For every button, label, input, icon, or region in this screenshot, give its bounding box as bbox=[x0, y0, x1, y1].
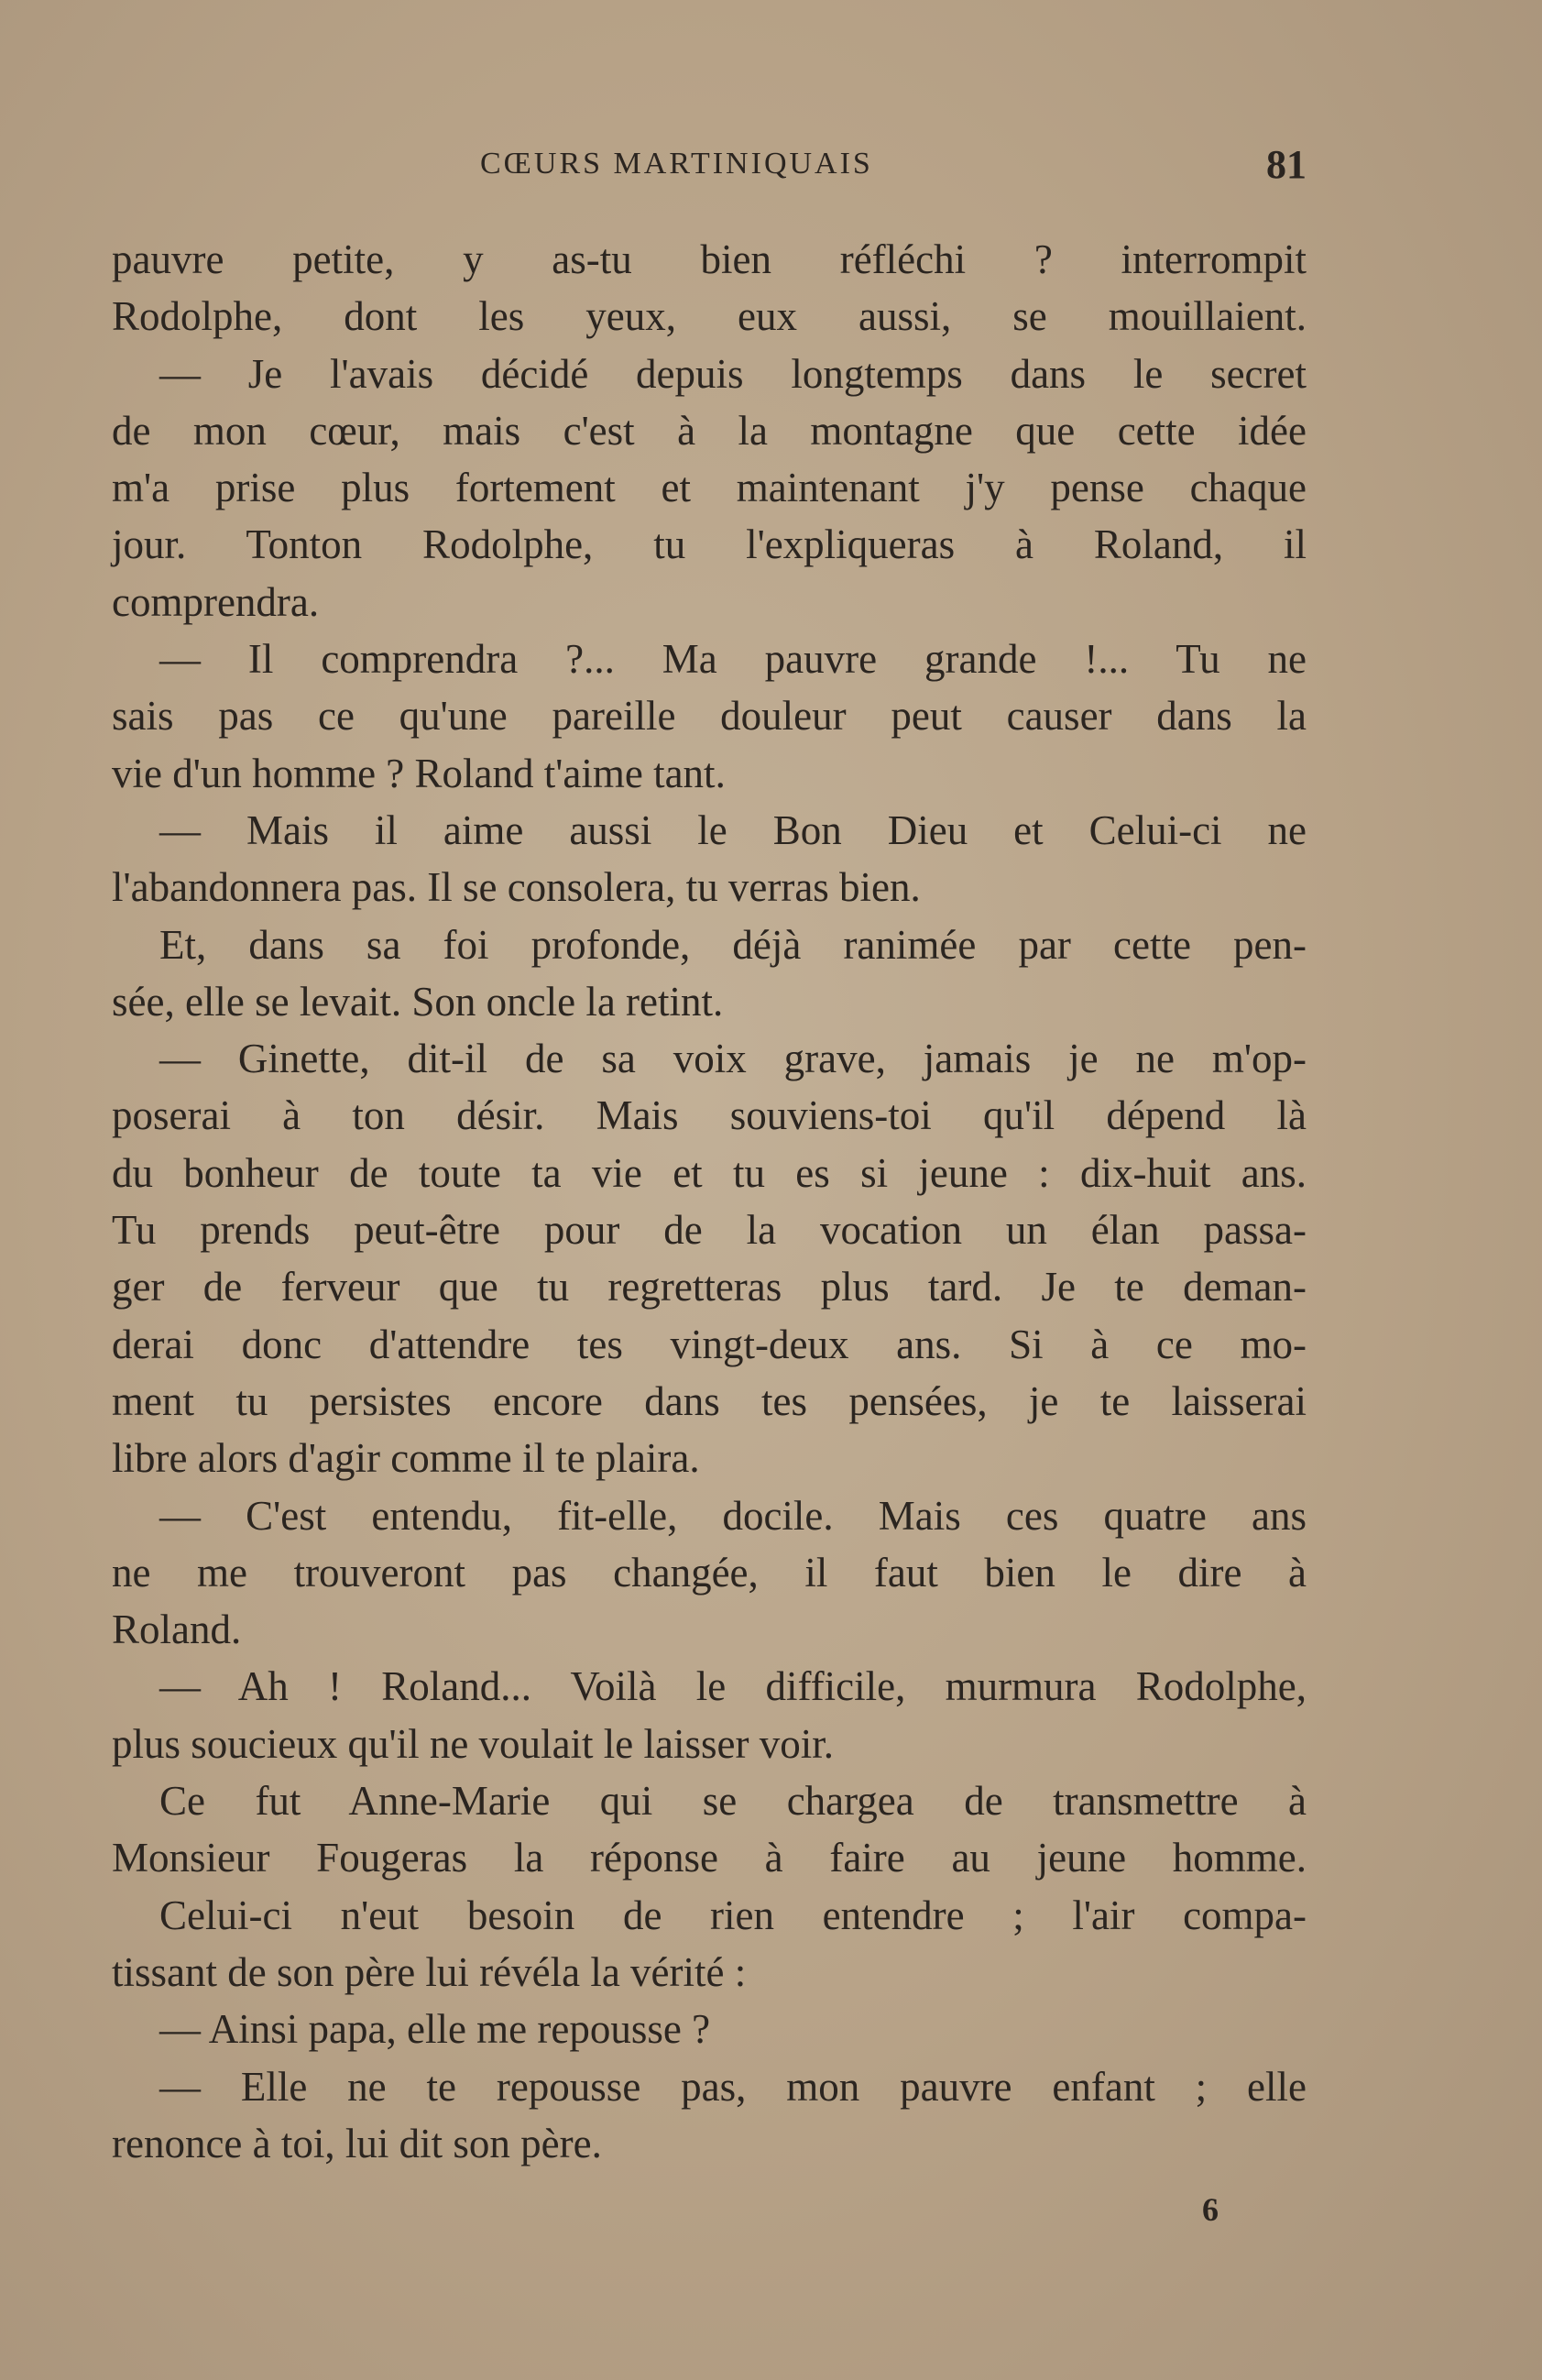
text-line: vie d'un homme ? Roland t'aime tant. bbox=[112, 750, 726, 796]
text-line: Rodolphe, dont les yeux, eux aussi, se mouillaient. bbox=[112, 293, 1307, 340]
text-line: derai donc d'attendre tes vingt-deux ans. Si à ce mo- bbox=[112, 1321, 1307, 1367]
page-header bbox=[114, 142, 1307, 192]
text-line: — Ah ! Roland... Voilà le difficile, murmura Rodolphe, bbox=[159, 1663, 1307, 1710]
text-line: Tu prends peut-être pour de la vocation un élan passa- bbox=[112, 1207, 1307, 1254]
text-line: — Je l'avais décidé depuis longtemps dans le secret bbox=[159, 350, 1307, 397]
text-line: sais pas ce qu'une pareille douleur peut causer dans la bbox=[112, 693, 1307, 740]
running-title: CŒURS MARTINIQUAIS bbox=[480, 147, 873, 181]
text-line: Et, dans sa foi profonde, déjà ranimée par cette pen- bbox=[159, 921, 1307, 968]
text-line: — Il comprendra ?... Ma pauvre grande !... Tu ne bbox=[159, 636, 1307, 683]
text-line: ment tu persistes encore dans tes pensées, je te laisserai bbox=[112, 1377, 1307, 1424]
page-number: 81 bbox=[1266, 142, 1307, 187]
text-line: comprendra. bbox=[112, 578, 320, 625]
text-line: sée, elle se levait. Son oncle la retint. bbox=[112, 978, 724, 1025]
text-line: Monsieur Fougeras la réponse à faire au jeune homme. bbox=[112, 1835, 1307, 1881]
text-line: Ce fut Anne-Marie qui se chargea de transmettre à bbox=[159, 1778, 1307, 1825]
text-line: tissant de son père lui révéla la vérité : bbox=[112, 1948, 747, 1995]
text-line: m'a prise plus fortement et maintenant j'y pense chaque bbox=[112, 465, 1307, 511]
text-line: plus soucieux qu'il ne voulait le laisser voir. bbox=[112, 1720, 834, 1767]
text-line: poserai à ton désir. Mais souviens-toi qu'il dépend là bbox=[112, 1092, 1307, 1139]
text-line: l'abandonnera pas. Il se consolera, tu verras bien. bbox=[112, 864, 921, 911]
text-line: ger de ferveur que tu regretteras plus tard. Je te deman- bbox=[112, 1264, 1307, 1311]
text-line: — Mais il aime aussi le Bon Dieu et Celui-ci ne bbox=[159, 806, 1307, 853]
text-line: ne me trouveront pas changée, il faut bien le dire à bbox=[112, 1549, 1307, 1596]
text-line: jour. Tonton Rodolphe, tu l'expliqueras à Roland, il bbox=[112, 521, 1307, 568]
body-text bbox=[112, 231, 1307, 2172]
text-line: libre alors d'agir comme il te plaira. bbox=[112, 1435, 700, 1482]
text-line: — Ainsi papa, elle me repousse ? bbox=[159, 2006, 711, 2053]
text-line: Celui-ci n'eut besoin de rien entendre ; l'air compa- bbox=[159, 1892, 1307, 1938]
text-line: renonce à toi, lui dit son père. bbox=[112, 2120, 602, 2166]
text-line: — Ginette, dit-il de sa voix grave, jamais je ne m'op- bbox=[159, 1036, 1307, 1082]
signature-mark: 6 bbox=[1202, 2191, 1219, 2228]
text-line: Roland. bbox=[112, 1607, 242, 1653]
text-line: du bonheur de toute ta vie et tu es si jeune : dix-huit ans. bbox=[112, 1149, 1307, 1196]
text-line: — C'est entendu, fit-elle, docile. Mais ces quatre ans bbox=[159, 1492, 1307, 1539]
text-line: de mon cœur, mais c'est à la montagne que cette idée bbox=[112, 407, 1307, 454]
text-line: — Elle ne te repousse pas, mon pauvre enfant ; elle bbox=[159, 2063, 1307, 2110]
text-line: pauvre petite, y as-tu bien réfléchi ? interrompit bbox=[112, 236, 1307, 282]
